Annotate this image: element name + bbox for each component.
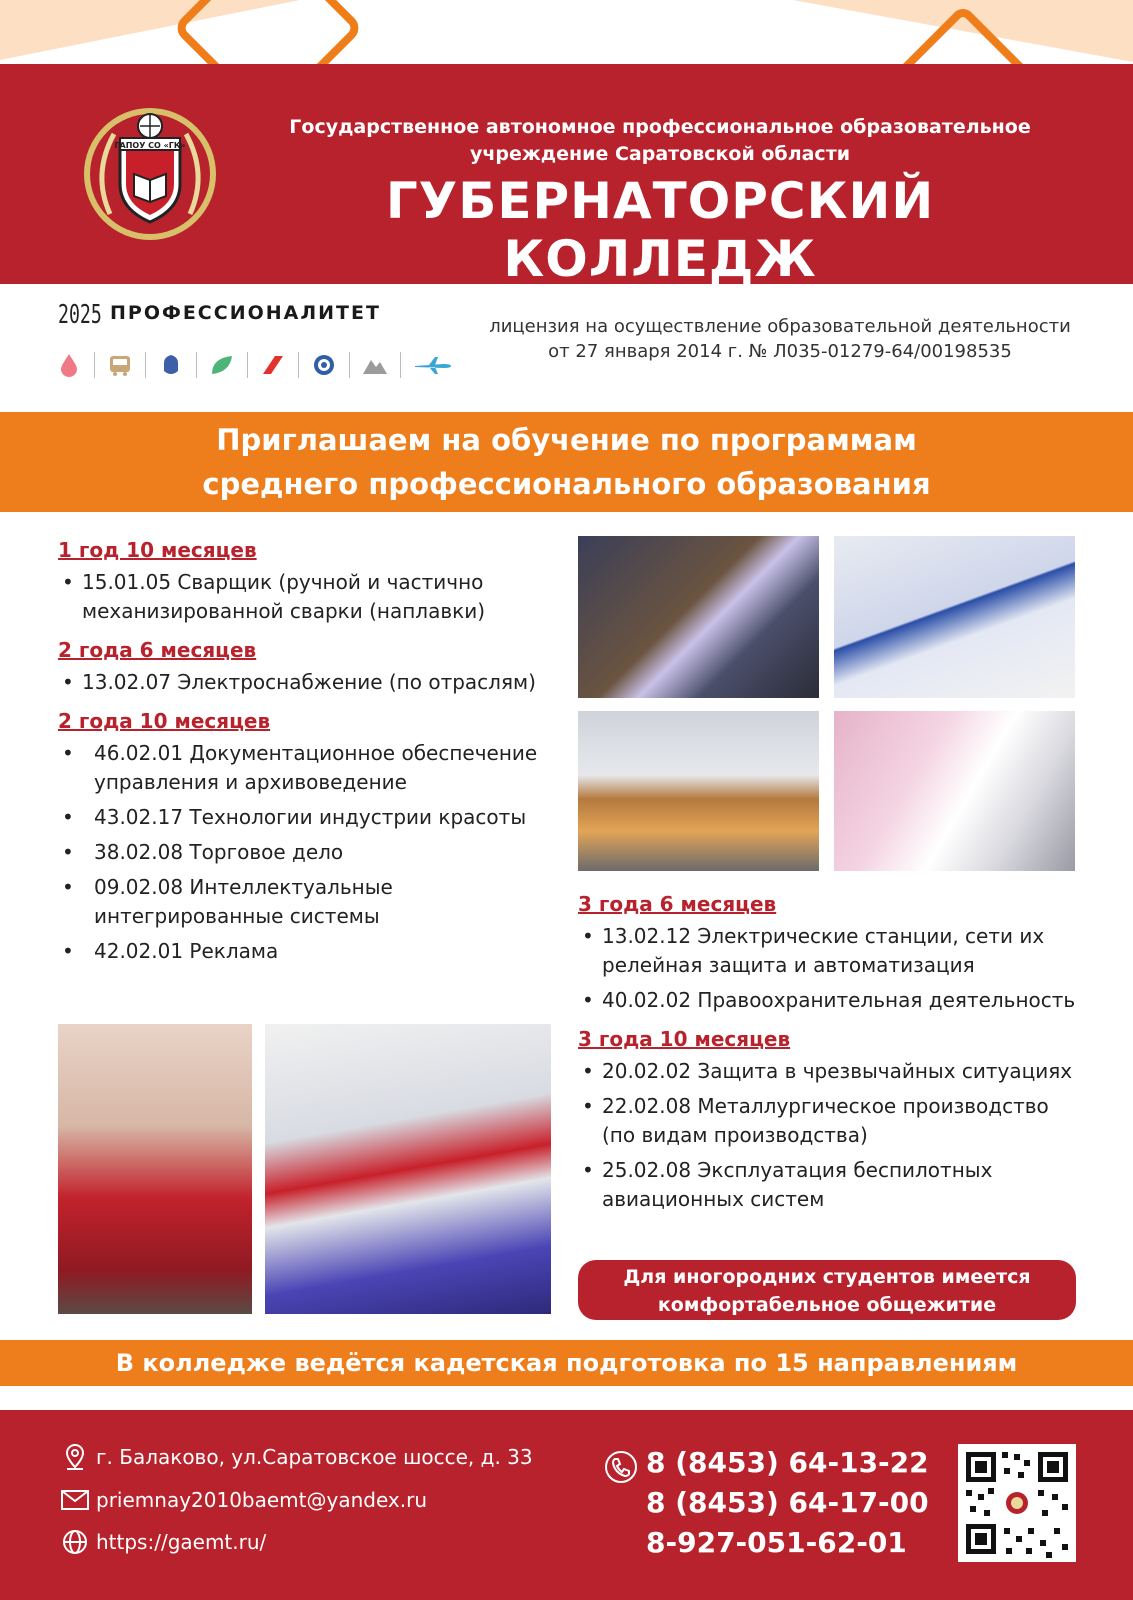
icon-separator xyxy=(298,352,299,378)
qr-code[interactable] xyxy=(958,1444,1076,1562)
drone-operator-photo xyxy=(834,536,1075,698)
mountain-icon xyxy=(362,352,388,378)
dormitory-line2: комфортабельное общежитие xyxy=(657,1294,997,1316)
cadet-training-banner: В колледже ведётся кадетская подготовка по 15 направлениям xyxy=(0,1340,1133,1386)
icon-separator xyxy=(196,352,197,378)
address-row xyxy=(60,1442,533,1472)
location-pin-icon xyxy=(60,1442,90,1472)
laboratory-photo xyxy=(834,711,1075,871)
program-item: • 13.02.12 Электрические станции, сети их релейная защита и автоматизация xyxy=(578,922,1088,980)
invitation-line2: среднего профессионального образования xyxy=(202,467,931,501)
program-item: • 09.02.08 Интеллектуальные интегрированные системы xyxy=(58,873,558,931)
program-item: • 15.01.05 Сварщик (ручной и частично механизированной сварки (наплавки) xyxy=(58,568,558,626)
program-duration: 1 год 10 месяцев xyxy=(58,538,257,562)
organization-name xyxy=(260,114,1060,168)
license-line2: от 27 января 2014 г. № Л035-01279-64/00198535 xyxy=(548,341,1012,362)
program-list xyxy=(58,739,558,966)
license-info xyxy=(470,314,1090,364)
program-duration: 3 года 6 месяцев xyxy=(578,892,777,916)
phone-icon xyxy=(604,1450,638,1488)
organization-name-line2: учреждение Саратовской области xyxy=(469,143,851,165)
hairdresser-photo xyxy=(58,1024,252,1314)
program-item: • 40.02.02 Правоохранительная деятельность xyxy=(578,986,1088,1015)
website-link[interactable]: https://gaemt.ru/ xyxy=(96,1530,267,1554)
professionalitet-icon-row xyxy=(56,352,465,378)
program-item: • 25.02.08 Эксплуатация беспилотных авиационных систем xyxy=(578,1156,1088,1214)
email-link[interactable]: priemnay2010baemt@yandex.ru xyxy=(96,1488,428,1512)
website-row[interactable] xyxy=(60,1527,266,1557)
program-item: • 22.02.08 Металлургическое производство (по видам производства) xyxy=(578,1092,1088,1150)
professionalitet-logo-text: ПРОФЕССИОНАЛИТЕТ xyxy=(110,302,381,324)
invitation-line1: Приглашаем на обучение по программам xyxy=(216,423,917,457)
icon-separator xyxy=(145,352,146,378)
program-item: • 46.02.01 Документационное обеспечение управления и архивоведение xyxy=(58,739,558,797)
phone-number-2[interactable]: 8 (8453) 64-17-00 xyxy=(646,1486,929,1519)
program-list xyxy=(578,922,1088,1015)
welding-photo xyxy=(578,536,819,698)
program-duration: 2 года 6 месяцев xyxy=(58,638,257,662)
plane-icon xyxy=(413,352,453,378)
drop-icon xyxy=(56,352,82,378)
icon-separator xyxy=(349,352,350,378)
mail-icon xyxy=(60,1485,90,1515)
icon-separator xyxy=(247,352,248,378)
dormitory-notice xyxy=(578,1260,1076,1320)
slash-icon xyxy=(260,352,286,378)
organization-name-line1: Государственное автономное профессиональное образовательное xyxy=(289,116,1031,138)
hand-icon xyxy=(158,352,184,378)
program-list xyxy=(58,668,558,697)
bus-icon xyxy=(107,352,133,378)
college-emblem-logo xyxy=(80,104,220,244)
program-duration: 2 года 10 месяцев xyxy=(58,709,271,733)
phone-number-1[interactable]: 8 (8453) 64-13-22 xyxy=(646,1446,929,1479)
globe-icon xyxy=(60,1527,90,1557)
program-list xyxy=(578,1057,1088,1214)
phone-number-3[interactable]: 8-927-051-62-01 xyxy=(646,1526,907,1559)
program-item: • 13.02.07 Электроснабжение (по отраслям) xyxy=(58,668,558,697)
program-item: • 42.02.01 Реклама xyxy=(58,937,558,966)
license-line1: лицензия на осуществление образовательной деятельности xyxy=(489,316,1071,337)
icon-separator xyxy=(94,352,95,378)
program-duration: 3 года 10 месяцев xyxy=(578,1027,791,1051)
electrician-photo xyxy=(265,1024,551,1314)
firefighter-photo xyxy=(578,711,819,871)
programs-left-column xyxy=(58,538,558,966)
svg-text:ГАПОУ СО «ГК»: ГАПОУ СО «ГК» xyxy=(114,141,186,150)
program-item: • 20.02.02 Защита в чрезвычайных ситуациях xyxy=(578,1057,1088,1086)
address-text: г. Балаково, ул.Саратовское шоссе, д. 33 xyxy=(96,1445,533,1469)
professionalitet-year: 2025 xyxy=(58,300,102,330)
leaf-icon xyxy=(209,352,235,378)
invitation-banner xyxy=(0,412,1133,512)
college-title: ГУБЕРНАТОРСКИЙ КОЛЛЕДЖ xyxy=(385,172,935,288)
target-icon xyxy=(311,352,337,378)
program-list xyxy=(58,568,558,626)
program-item: • 43.02.17 Технологии индустрии красоты xyxy=(58,803,558,832)
college-header xyxy=(0,64,1133,288)
programs-right-column xyxy=(578,892,1088,1214)
dormitory-line1: Для иногородних студентов имеется xyxy=(623,1266,1031,1288)
email-row[interactable] xyxy=(60,1485,427,1515)
icon-separator xyxy=(400,352,401,378)
program-item: • 38.02.08 Торговое дело xyxy=(58,838,558,867)
